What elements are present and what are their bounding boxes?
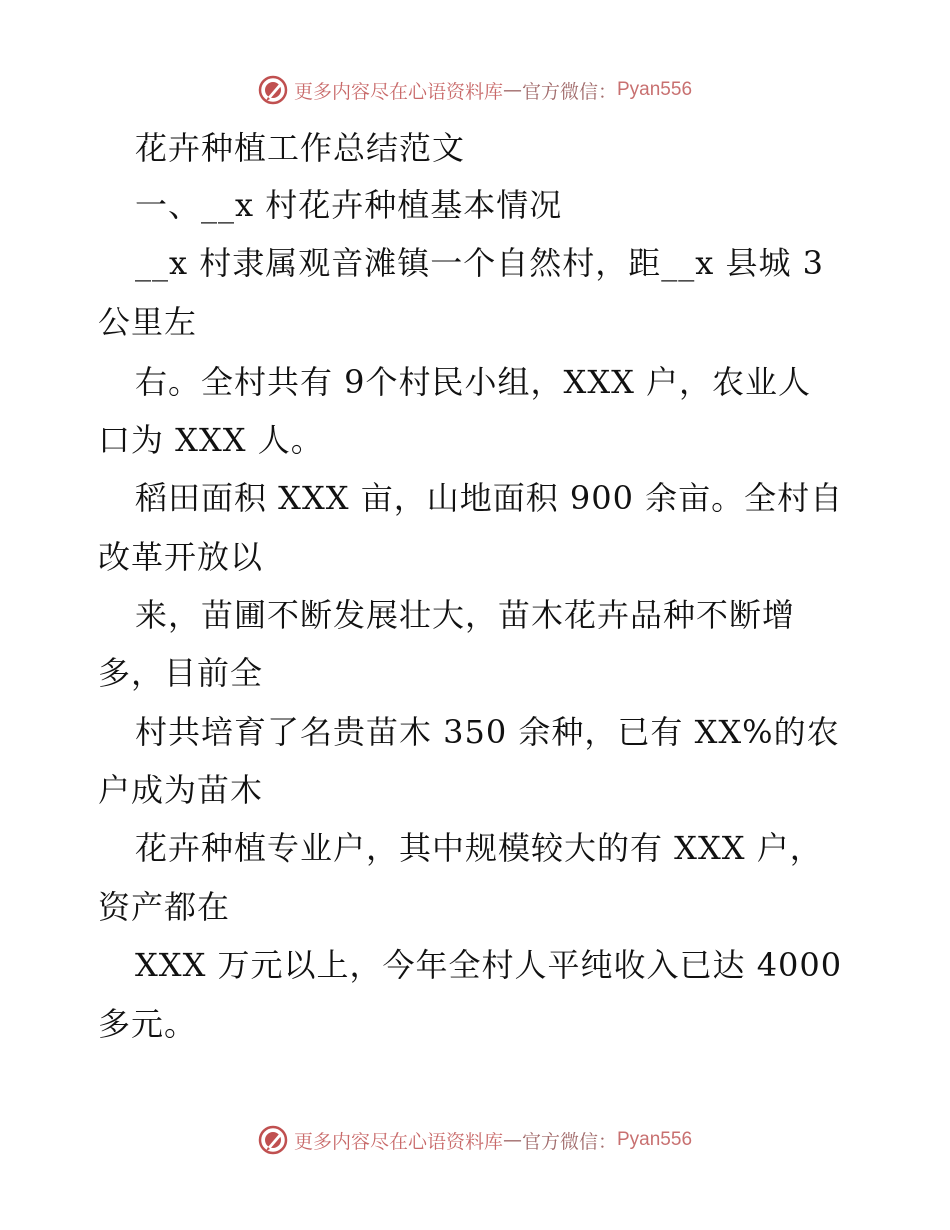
document-title: 花卉种植工作总结范文 [135, 129, 466, 167]
paragraph-line: 口为 XXX 人。 [98, 421, 324, 459]
watermark-main-text: 更多内容尽在心语资料库 [293, 80, 503, 103]
paragraph-line: 村共培育了名贵苗木 350 余种，已有 XX%的农 [135, 713, 840, 751]
paragraph-line: 右。全村共有 9个村民小组，XXX 户，农业人 [135, 363, 812, 401]
watermark-sub-text: 官方微信： [521, 1130, 617, 1153]
watermark-id: Pyan556 [617, 1129, 693, 1150]
paragraph-line: 来，苗圃不断发展壮大，苗木花卉品种不断增 [135, 596, 796, 634]
watermark-separator: — [502, 1129, 522, 1151]
paragraph-line: 稻田面积 XXX 亩，山地面积 900 余亩。全村自 [135, 479, 844, 517]
watermark-sub-text: 官方微信： [521, 80, 617, 103]
paragraph-line: __x 村隶属观音滩镇一个自然村，距__x 县城 3 [135, 244, 824, 282]
pen-circle-logo-icon [258, 75, 288, 105]
watermark-main-text: 更多内容尽在心语资料库 [293, 1130, 503, 1153]
footer-watermark [0, 1120, 950, 1160]
header-watermark [0, 70, 950, 110]
paragraph-line: XXX 万元以上，今年全村人平纯收入已达 4000 [135, 946, 843, 984]
paragraph-line: 改革开放以 [98, 538, 264, 576]
paragraph-line: 花卉种植专业户，其中规模较大的有 XXX 户， [135, 829, 823, 867]
watermark-id: Pyan556 [617, 79, 693, 100]
paragraph-line: 公里左 [98, 303, 198, 341]
watermark-separator: — [502, 79, 522, 101]
section-heading: 一、__x 村花卉种植基本情况 [135, 186, 563, 224]
pen-circle-logo-icon [258, 1125, 288, 1155]
paragraph-line: 多元。 [98, 1005, 198, 1043]
paragraph-line: 多，目前全 [98, 654, 264, 692]
paragraph-line: 资产都在 [98, 888, 231, 926]
paragraph-line: 户成为苗木 [98, 771, 264, 809]
